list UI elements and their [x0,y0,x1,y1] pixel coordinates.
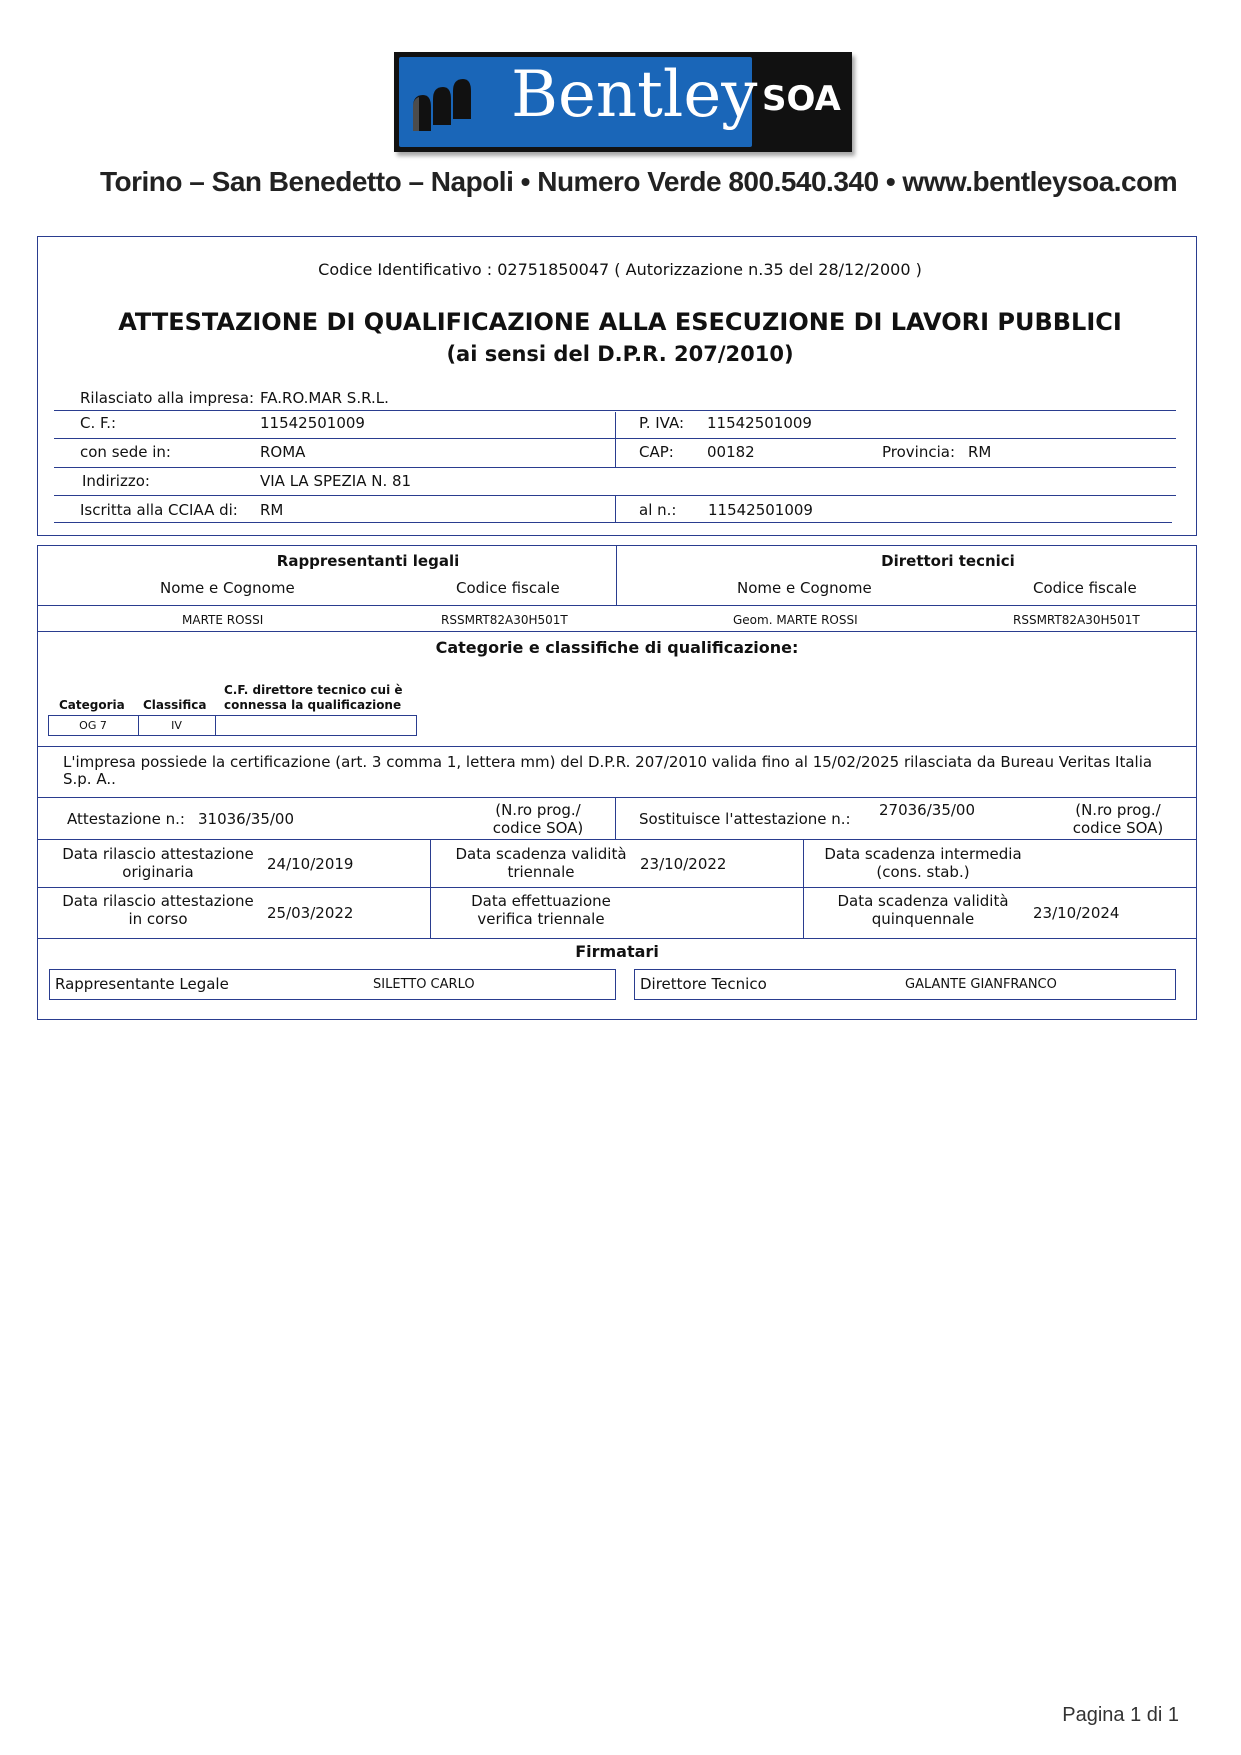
original-date-label-2: originaria [122,863,194,881]
indirizzo-label: Indirizzo: [82,472,150,490]
row-divider [37,887,1197,888]
row-divider [54,522,1172,523]
tech-signer-label: Direttore Tecnico [640,975,767,993]
current-date-label-2: in corso [128,910,188,928]
triennial-value: 23/10/2022 [640,855,727,873]
code-line: Codice Identificativo : 02751850047 ( Autorizzazione n.35 del 28/12/2000 ) [318,260,922,279]
cciaa-value: RM [260,501,284,519]
attestation-number: 31036/35/00 [198,810,294,828]
current-date-value: 25/03/2022 [267,904,354,922]
row-divider [37,605,1197,606]
tech-dir-name: Geom. MARTE ROSSI [733,613,858,627]
replaces-label: Sostituisce l'attestazione n.: [639,810,851,828]
col-divider [215,715,216,736]
row-divider [37,797,1197,798]
al-n-value: 11542501009 [708,501,813,519]
header-tagline: Torino – San Benedetto – Napoli • Numero Verde 800.540.340 • www.bentleysoa.com [100,166,1178,197]
quinq-value: 23/10/2024 [1033,904,1120,922]
cap-label: CAP: [639,443,674,461]
sede-value: ROMA [260,443,306,461]
triennial-label-2: triennale [507,863,575,881]
nro-note2-line2: codice SOA) [1072,819,1164,837]
document-title: ATTESTAZIONE DI QUALIFICAZIONE ALLA ESECUZIONE DI LAVORI PUBBLICI [118,308,1122,336]
company-box [37,236,1197,536]
col-cf-line2: connessa la qualificazione [224,698,402,712]
company-logo [394,52,852,152]
legal-col-cf: Codice fiscale [456,579,560,597]
intermediate-label-2: (cons. stab.) [876,863,970,881]
cf-value: 11542501009 [260,414,365,432]
col-cf-line1: C.F. direttore tecnico cui è [224,683,403,697]
quinq-label-1: Data scadenza validità [837,892,1009,910]
verify-label-2: verifica triennale [477,910,605,928]
indirizzo-value: VIA LA SPEZIA N. 81 [260,472,412,490]
row-divider [37,839,1197,840]
cciaa-label: Iscritta alla CCIAA di: [80,501,238,519]
legal-col-name: Nome e Cognome [160,579,295,597]
tech-col-cf: Codice fiscale [1033,579,1137,597]
col-divider [430,840,431,938]
cf-label: C. F.: [80,414,117,432]
current-date-label-1: Data rilascio attestazione [62,892,254,910]
attestation-label: Attestazione n.: [67,810,185,828]
col-divider [803,840,804,938]
nro-note-line1: (N.ro prog./ [495,801,581,819]
page-number: Pagina 1 di 1 [1062,1704,1179,1726]
nro-note2-line1: (N.ro prog./ [1075,801,1161,819]
piva-label: P. IVA: [639,414,685,432]
triennial-label-1: Data scadenza validità [455,845,627,863]
row-divider [54,467,1176,468]
sede-label: con sede in: [80,443,171,461]
signers-heading: Firmatari [575,942,659,961]
al-n-label: al n.: [639,501,677,519]
legal-signer-label: Rappresentante Legale [55,975,229,993]
row-divider [37,938,1197,939]
logo-blue-panel [399,57,758,147]
piva-value: 11542501009 [707,414,812,432]
provincia-label: Provincia: [882,443,956,461]
replaces-number: 27036/35/00 [879,801,975,819]
categories-heading: Categorie e classifiche di qualificazione: [435,638,799,657]
intermediate-label-1: Data scadenza intermedia [824,845,1022,863]
logo-name: Bentley [511,58,758,132]
legal-signer-value: SILETTO CARLO [373,977,475,992]
document-subtitle: (ai sensi del D.P.R. 207/2010) [446,342,794,366]
cap-value: 00182 [707,443,755,461]
arches-logo-icon [409,73,481,133]
nro-note-line2: codice SOA) [492,819,584,837]
original-date-label-1: Data rilascio attestazione [62,845,254,863]
category-class: IV [171,719,182,732]
legal-rep-name: MARTE ROSSI [182,613,264,627]
issued-value: FA.RO.MAR S.R.L. [260,389,389,407]
issued-label: Rilasciato alla impresa: [80,389,255,407]
row-divider [37,631,1197,632]
col-divider [615,496,616,523]
row-divider [54,410,1176,411]
tech-signer-value: GALANTE GIANFRANCO [905,977,1057,992]
col-classifica: Classifica [143,698,207,712]
original-date-value: 24/10/2019 [267,855,354,873]
col-categoria: Categoria [59,698,125,712]
col-divider [615,797,616,839]
quinq-label-2: quinquennale [871,910,975,928]
verify-label-1: Data effettuazione [471,892,611,910]
provincia-value: RM [968,443,992,461]
tech-dir-cf: RSSMRT82A30H501T [1013,613,1140,627]
certification-text: L'impresa possiede la certificazione (art. 3 comma 1, lettera mm) del D.P.R. 207/2010 valida fino al 15/02/2025 rilasciata da Bureau Veritas Italia S.p. A.. [63,753,1153,788]
col-divider [616,546,617,605]
legal-representatives-heading: Rappresentanti legali [276,552,460,570]
row-divider [37,746,1197,747]
technical-directors-heading: Direttori tecnici [881,552,1015,570]
tech-col-name: Nome e Cognome [737,579,872,597]
legal-rep-cf: RSSMRT82A30H501T [441,613,568,627]
col-divider [615,412,616,468]
category-code: OG 7 [79,719,107,732]
row-divider [54,438,1176,439]
logo-suffix: SOA [762,79,841,119]
